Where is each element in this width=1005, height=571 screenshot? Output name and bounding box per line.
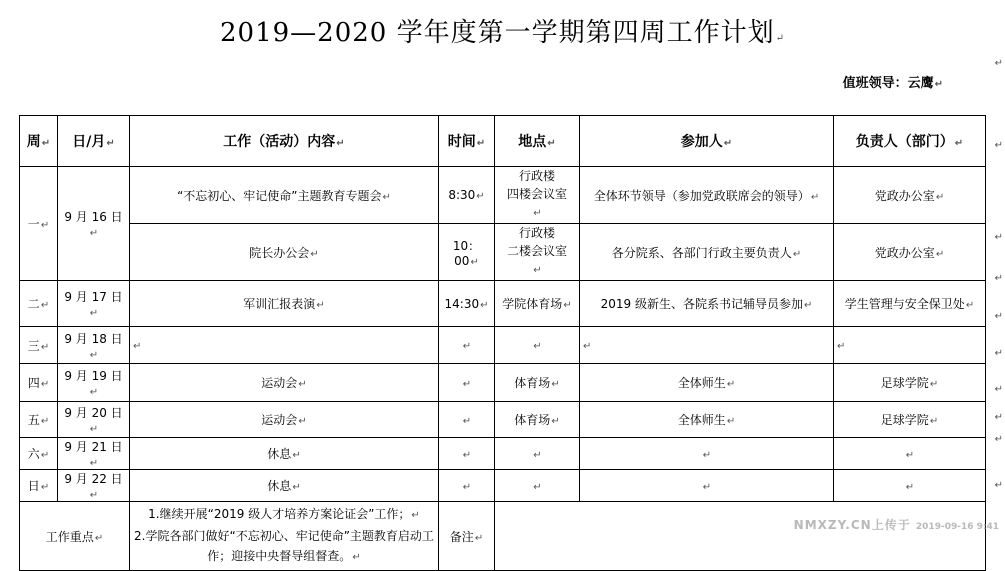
table-row: [20, 224, 986, 281]
paragraph-mark: ↵: [994, 273, 1003, 284]
weekday-cell: 三↵: [20, 327, 58, 364]
paragraph-mark: ↵: [994, 311, 1003, 322]
place-cell: 体育场↵: [495, 402, 580, 438]
table-row: [20, 438, 986, 470]
time-cell: ↵: [439, 364, 495, 402]
page-title: [0, 12, 1005, 49]
participants-cell: ↵: [580, 438, 834, 470]
header-date: 日/月↵: [58, 116, 130, 167]
time-cell: ↵: [439, 470, 495, 502]
owner-cell: 党政办公室↵: [834, 224, 986, 281]
table-row: [20, 470, 986, 502]
table-row: [20, 167, 986, 224]
paragraph-mark: ↵: [934, 79, 943, 90]
participants-cell: ↵: [580, 327, 834, 364]
time-cell: ↵: [439, 327, 495, 364]
work-focus-item: 1.继续开展“2019 级人才培养方案论证会”工作；↵: [148, 507, 420, 521]
paragraph-mark: ↵: [775, 33, 785, 44]
owner-cell: 足球学院↵: [834, 402, 986, 438]
date-cell: 9 月 22 日↵: [58, 470, 130, 502]
content-cell: 休息↵: [130, 438, 439, 470]
time-cell: 8:30↵: [439, 167, 495, 224]
time-cell: 10：00↵: [439, 224, 495, 281]
note-content: [495, 502, 986, 571]
content-cell: 休息↵: [130, 470, 439, 502]
place-cell: 行政楼 二楼会议室 ↵: [495, 224, 580, 281]
content-cell: 军训汇报表演↵: [130, 281, 439, 327]
place-cell: ↵: [495, 327, 580, 364]
header-time: 时间↵: [439, 116, 495, 167]
date-cell: 9 月 19 日↵: [58, 364, 130, 402]
duty-leader: [843, 72, 943, 91]
time-cell: 14:30↵: [439, 281, 495, 327]
time-cell: ↵: [439, 402, 495, 438]
participants-cell: 全体师生↵: [580, 364, 834, 402]
owner-cell: 党政办公室↵: [834, 167, 986, 224]
content-cell: ↵: [130, 327, 439, 364]
participants-cell: 2019 级新生、各院系书记辅导员参加↵: [580, 281, 834, 327]
paragraph-mark: ↵: [994, 480, 1003, 491]
date-cell: 9 月 21 日↵: [58, 438, 130, 470]
paragraph-mark: ↵: [994, 348, 1003, 359]
header-participants: 参加人↵: [580, 116, 834, 167]
content-cell: “不忘初心、牢记使命”主题教育专题会↵: [130, 167, 439, 224]
weekday-cell: 二↵: [20, 281, 58, 327]
table-row: [20, 402, 986, 438]
header-row: [20, 116, 986, 167]
owner-cell: 学生管理与安全保卫处↵: [834, 281, 986, 327]
work-focus-label: 工作重点↵: [20, 502, 130, 571]
work-focus-content: [130, 502, 439, 571]
place-cell: 行政楼 四楼会议室 ↵: [495, 167, 580, 224]
paragraph-mark: ↵: [994, 412, 1003, 423]
paragraph-mark: ↵: [994, 232, 1003, 243]
title-text: 2019—2020 学年度第一学期第四周工作计划: [220, 18, 775, 48]
weekday-cell: 一↵: [20, 167, 58, 281]
duty-leader-text: 值班领导：云鹰: [842, 76, 934, 91]
note-label: 备注↵: [439, 502, 495, 571]
place-cell: ↵: [495, 470, 580, 502]
paragraph-mark: ↵: [994, 58, 1003, 69]
participants-cell: 全体师生↵: [580, 402, 834, 438]
table-row: [20, 327, 986, 364]
participants-cell: 全体环节领导（参加党政联席会的领导）↵: [580, 167, 834, 224]
paragraph-mark: ↵: [994, 140, 1003, 151]
content-cell: 运动会↵: [130, 364, 439, 402]
upload-watermark: [794, 516, 999, 533]
participants-cell: ↵: [580, 470, 834, 502]
time-cell: ↵: [439, 438, 495, 470]
date-cell: 9 月 18 日↵: [58, 327, 130, 364]
place-cell: 学院体育场↵: [495, 281, 580, 327]
watermark-site: NMXZY.CN上传于: [793, 518, 911, 532]
work-focus-row: [20, 502, 986, 571]
header-owner: 负责人（部门）↵: [834, 116, 986, 167]
paragraph-mark: ↵: [994, 384, 1003, 395]
content-cell: 运动会↵: [130, 402, 439, 438]
place-cell: 体育场↵: [495, 364, 580, 402]
date-cell: 9 月 16 日↵: [58, 167, 130, 281]
table-row: [20, 281, 986, 327]
work-plan-table: [19, 115, 986, 571]
watermark-time: 2019-09-16 9:41: [915, 522, 999, 532]
owner-cell: ↵: [834, 470, 986, 502]
date-cell: 9 月 20 日↵: [58, 402, 130, 438]
header-week: 周↵: [20, 116, 58, 167]
paragraph-mark: ↵: [994, 434, 1003, 445]
header-place: 地点↵: [495, 116, 580, 167]
weekday-cell: 日↵: [20, 470, 58, 502]
table-row: [20, 364, 986, 402]
weekday-cell: 六↵: [20, 438, 58, 470]
work-focus-item: 2.学院各部门做好“不忘初心、牢记使命”主题教育启动工作；迎接中央督导组督查。↵: [134, 529, 434, 563]
content-cell: 院长办公会↵: [130, 224, 439, 281]
weekday-cell: 五↵: [20, 402, 58, 438]
header-content: 工作（活动）内容↵: [130, 116, 439, 167]
participants-cell: 各分院系、各部门行政主要负责人↵: [580, 224, 834, 281]
owner-cell: ↵: [834, 327, 986, 364]
owner-cell: ↵: [834, 438, 986, 470]
weekday-cell: 四↵: [20, 364, 58, 402]
date-cell: 9 月 17 日↵: [58, 281, 130, 327]
owner-cell: 足球学院↵: [834, 364, 986, 402]
place-cell: ↵: [495, 438, 580, 470]
